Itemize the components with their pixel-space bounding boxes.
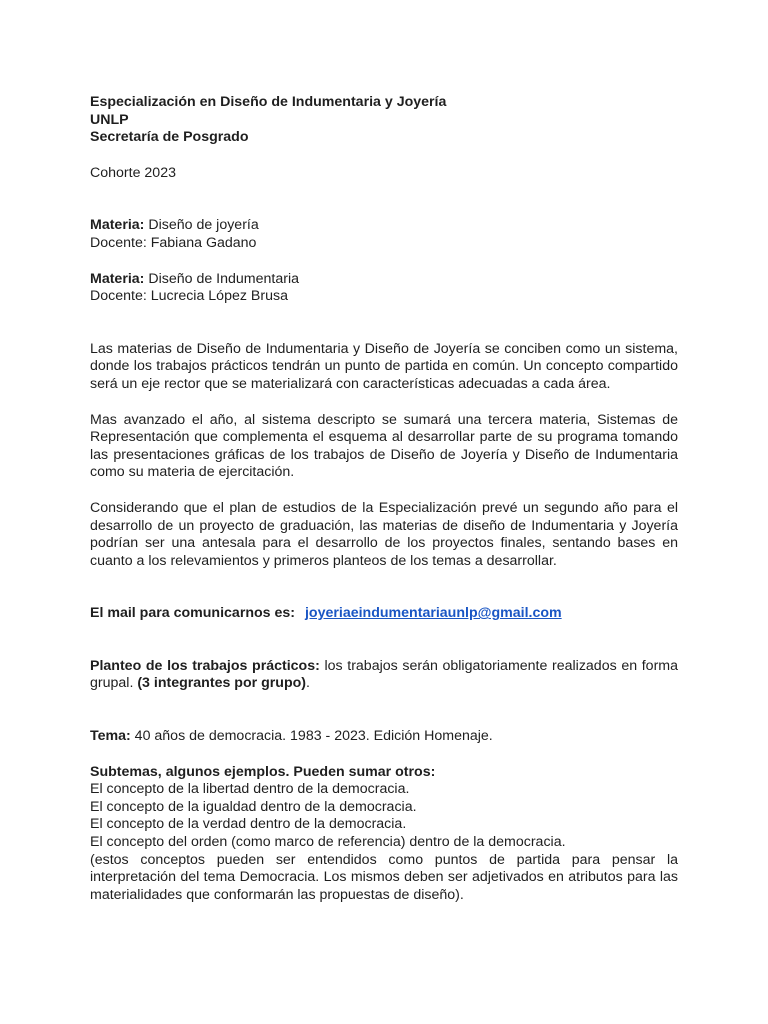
header-title: Especialización en Diseño de Indumentaria y Joyería [90, 94, 447, 110]
docente-1: Docente: Fabiana Gadano [90, 234, 257, 251]
mail-label: El mail para comunicarnos es: [90, 605, 296, 622]
docente-2: Docente: Lucrecia López Brusa [90, 288, 288, 305]
header-secretaria: Secretaría de Posgrado [90, 129, 249, 146]
mail-link[interactable]: joyeriaeindumentariaunlp@gmail.com [304, 605, 562, 622]
paragraph-plan-estudios: Considerando que el plan de estudios de la Especialización prevé un segundo año para el desarrollo de un proyecto de graduación, las materias de diseño de Indumentaria y Joyería podrían ser una antesala para el desarrollo de los proyectos finales, sentando bases en cuanto a los relevamientos y primeros planteos de los temas a desarrollar. [90, 499, 678, 569]
header-university: UNLP [90, 111, 129, 128]
materia-value: Diseño de Indumentaria [144, 270, 299, 287]
document-page [90, 94, 678, 904]
planteo-label: Planteo de los trabajos prácticos: [90, 657, 320, 674]
materia-1 [90, 217, 678, 235]
planteo-text: los trabajos serán obligatoriamente realizados en forma grupal. [90, 657, 678, 692]
materia-2 [90, 271, 678, 289]
tema-text: 40 años de democracia. 1983 - 2023. Edición Homenaje. [130, 728, 493, 745]
paragraph-sistema: Las materias de Diseño de Indumentaria y Diseño de Joyería se conciben como un sistema, donde los trabajos prácticos tendrán un punto de partida en común. Un concepto compartido será un eje rector que se materializará con características adecuadas a cada área. [90, 340, 678, 392]
materia-label: Materia: [90, 270, 145, 287]
planteo-end: . [306, 675, 310, 692]
subtemas-heading: Subtemas, algunos ejemplos. Pueden sumar otros: [90, 763, 436, 780]
subtema-item: El concepto de la igualdad dentro de la democracia. [90, 798, 417, 815]
planteo-paragraph [90, 658, 678, 693]
cohorte-text: Cohorte 2023 [90, 164, 176, 181]
mail-line [90, 605, 678, 623]
materia-value: Diseño de joyería [144, 217, 259, 234]
subtema-item: El concepto del orden (como marco de referencia) dentro de la democracia. [90, 834, 566, 851]
planteo-note: (3 integrantes por grupo) [137, 675, 307, 692]
subtemas-note: (estos conceptos pueden ser entendidos como puntos de partida para pensar la interpretación del tema Democracia. Los mismos deben ser adjetivados en atributos para las materialidades que conformarán las propuestas de diseño). [90, 851, 678, 903]
paragraph-tercera-materia: Mas avanzado el año, al sistema descripto se sumará una tercera materia, Sistemas de Representación que complementa el esquema al desarrollar parte de su programa tomando las presentaciones gráficas de los trabajos de Diseño de Joyería y Diseño de Indumentaria como su materia de ejercitación. [90, 411, 678, 481]
tema-label: Tema: [90, 728, 131, 745]
materia-label: Materia: [90, 217, 145, 234]
subtema-item: El concepto de la verdad dentro de la democracia. [90, 816, 407, 833]
subtema-item: El concepto de la libertad dentro de la democracia. [90, 781, 410, 798]
tema-line [90, 728, 678, 746]
